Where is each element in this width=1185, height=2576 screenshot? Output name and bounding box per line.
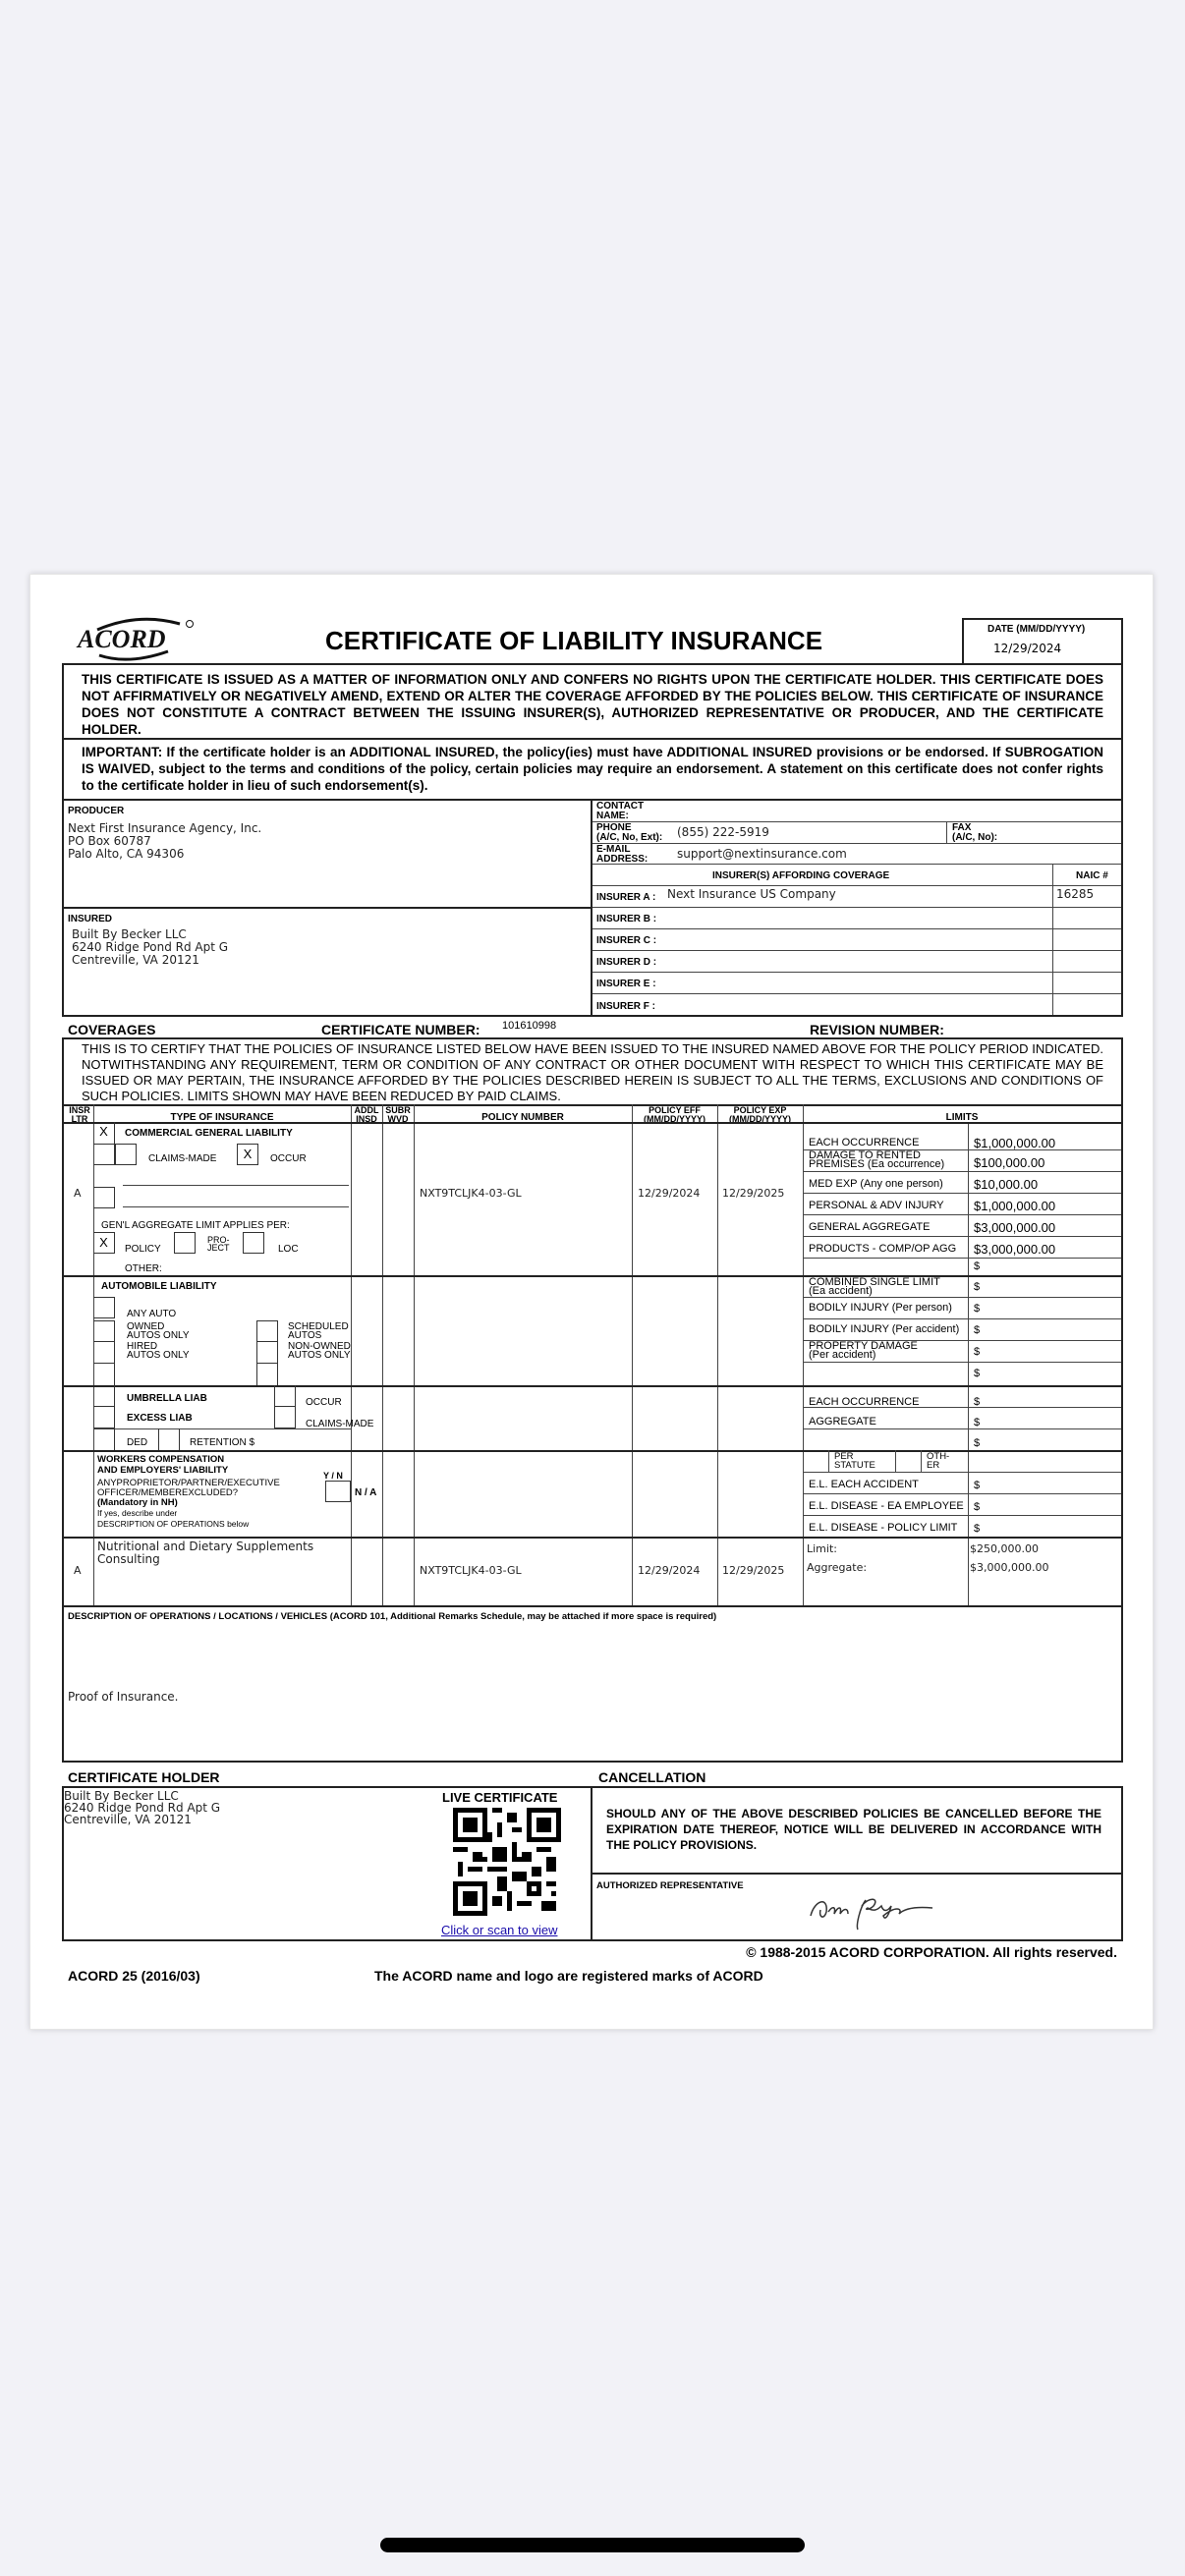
other-aggregate-value: $3,000,000.00 [970, 1561, 1049, 1574]
excess-label: EXCESS LIAB [127, 1413, 193, 1424]
description-label: DESCRIPTION OF OPERATIONS / LOCATIONS / VEHICLES (ACORD 101, Additional Remarks Schedule, may be attached if more space is required) [68, 1611, 717, 1622]
qr-code-icon [453, 1808, 561, 1916]
acord-logo-icon [70, 614, 198, 663]
gl-limit-damage-rented-value: $100,000.00 [974, 1155, 1045, 1170]
gl-limit-damage-rented-label [809, 1151, 944, 1169]
umbrella-limit-blank-value: $ [974, 1437, 981, 1449]
workers-q2: OFFICER/MEMBEREXCLUDED? [97, 1487, 239, 1498]
holder-cancellation-box [62, 1786, 1123, 1941]
owned-2: AUTOS ONLY [127, 1330, 190, 1341]
contact-name-label [596, 802, 644, 821]
date-value: 12/29/2024 [993, 642, 1062, 655]
gl-eff-date: 12/29/2024 [638, 1187, 701, 1200]
insured-name: Built By Becker LLC [72, 927, 187, 941]
important-notice: IMPORTANT: If the certificate holder is an ADDITIONAL INSURED, the policy(ies) must have ADDITIONAL INSURED provisions or be endorsed. If SUBROGATION IS WAIVED, subject to the terms and conditions of the policy, certain policies may require an endorsement. A statement on this certificate does not confer rights to the certificate holder in lieu of such endorsement(s). [82, 745, 1103, 793]
other-exp-date: 12/29/2025 [722, 1564, 785, 1577]
certificate-holder-label: CERTIFICATE HOLDER [68, 1769, 220, 1785]
insurer-e-label: INSURER E : [596, 979, 656, 989]
coverages-table [62, 1037, 1123, 1607]
other-1: OTH- [927, 1451, 950, 1462]
trademark: The ACORD name and logo are registered marks of ACORD [374, 1968, 763, 1984]
workers-limit-policy-limit-value: $ [974, 1523, 981, 1535]
coverages-label: COVERAGES [68, 1022, 156, 1037]
other-type-1: Nutritional and Dietary Supplements [97, 1540, 314, 1553]
workers-title [97, 1454, 228, 1476]
th-limits: LIMITS [945, 1112, 979, 1123]
umbrella-limit-each-occurrence-value: $ [974, 1396, 981, 1408]
insured-address1: 6240 Ridge Pond Rd Apt G [72, 940, 229, 954]
gl-limit-general-aggregate-value: $3,000,000.00 [974, 1220, 1056, 1235]
phone-label-1: PHONE [596, 822, 632, 833]
document-title: CERTIFICATE OF LIABILITY INSURANCE [325, 626, 823, 655]
phone-value: (855) 222-5919 [677, 825, 769, 839]
workers-yn-checkbox[interactable] [325, 1481, 351, 1502]
scheduled-autos-checkbox[interactable] [256, 1320, 278, 1342]
signature-icon [805, 1886, 942, 1932]
other-type [97, 1540, 313, 1566]
holder-address2: Centreville, VA 20121 [64, 1813, 192, 1826]
umbrella-checkbox[interactable] [93, 1385, 115, 1407]
scheduled-autos-label [288, 1322, 349, 1340]
date-box [962, 618, 1123, 663]
damage-rented-label-2: PREMISES (Ea occurrence) [809, 1158, 945, 1170]
gl-limit-blank-value: $ [974, 1260, 981, 1272]
gl-limit-med-exp-value: $10,000.00 [974, 1177, 1039, 1192]
phone-label [596, 823, 662, 843]
per-statute-2: STATUTE [834, 1460, 875, 1471]
workers-title-2: AND EMPLOYERS' LIABILITY [97, 1465, 229, 1476]
owned-autos-checkbox[interactable] [93, 1320, 115, 1342]
other-aggregate-label: Aggregate: [807, 1561, 868, 1574]
auto-blank-checkbox[interactable] [93, 1364, 115, 1385]
gl-exp-date: 12/29/2025 [722, 1187, 785, 1200]
non-owned-autos-checkbox[interactable] [256, 1342, 278, 1364]
umbrella-label: UMBRELLA LIAB [127, 1393, 207, 1404]
ded-label: DED [127, 1437, 148, 1448]
csl-1: COMBINED SINGLE LIMIT [809, 1276, 940, 1288]
umbrella-claims-made-label: CLAIMS-MADE [306, 1419, 374, 1429]
other-policy-number: NXT9TCLJK4-03-GL [420, 1564, 522, 1577]
th-subr-2: WVD [387, 1114, 409, 1124]
hired-1: HIRED [127, 1341, 158, 1352]
umbrella-claims-made-checkbox[interactable] [274, 1407, 296, 1428]
th-exp-2: (MM/DD/YYYY) [729, 1114, 791, 1124]
disclaimer-box [62, 663, 1123, 801]
date-label: DATE (MM/DD/YYYY) [988, 624, 1086, 635]
retention-checkbox[interactable] [158, 1428, 180, 1450]
cgl-title: COMMERCIAL GENERAL LIABILITY [125, 1128, 293, 1139]
auto-limit-csl-value: $ [974, 1281, 981, 1293]
certificate-number-label: CERTIFICATE NUMBER: [321, 1022, 480, 1037]
holder-address1: 6240 Ridge Pond Rd Apt G [64, 1801, 221, 1815]
th-insr-1: INSR [69, 1105, 90, 1115]
th-eff-1: POLICY EFF [649, 1105, 701, 1115]
gl-limit-med-exp-label: MED EXP (Any one person) [809, 1178, 943, 1190]
disclaimer-text: THIS CERTIFICATE IS ISSUED AS A MATTER OF INFORMATION ONLY AND CONFERS NO RIGHTS UPON THE CERTIFICATE HOLDER. THIS CERTIFICATE DOES NOT AFFIRMATIVELY OR NEGATIVELY AMEND, EXTEND OR ALTER THE COVERAGE AFFORDED BY THE POLICIES BELOW. THIS CERTIFICATE OF INSURANCE DOES NOT CONSTITUTE A CONTRACT BETWEEN THE ISSUING INSURER(S), AUTHORIZED REPRESENTATIVE OR PRODUCER, AND THE CERTIFICATE HOLDER. [82, 672, 1103, 737]
umbrella-limit-aggregate-label: AGGREGATE [809, 1416, 876, 1428]
fax-label [952, 823, 997, 843]
umbrella-occur-checkbox[interactable] [274, 1385, 296, 1407]
ded-checkbox[interactable] [93, 1428, 115, 1450]
cancellation-text: SHOULD ANY OF THE ABOVE DESCRIBED POLICIES BE CANCELLED BEFORE THE EXPIRATION DATE THEREOF, NOTICE WILL BE DELIVERED IN ACCORDANCE WITH THE POLICY PROVISIONS. [606, 1807, 1101, 1852]
gl-policy-number: NXT9TCLJK4-03-GL [420, 1187, 522, 1200]
insurer-c-label: INSURER C : [596, 935, 657, 946]
parties-section [62, 799, 1123, 1017]
insurer-b-label: INSURER B : [596, 914, 657, 924]
insurer-a-label: INSURER A : [596, 892, 656, 903]
nonowned-1: NON-OWNED [288, 1341, 351, 1352]
auto-limit-pd-value: $ [974, 1346, 981, 1358]
scheduled-1: SCHEDULED [288, 1321, 349, 1332]
retention-label: RETENTION $ [190, 1437, 255, 1448]
description-box [62, 1605, 1123, 1763]
coverages-statement: THIS IS TO CERTIFY THAT THE POLICIES OF INSURANCE LISTED BELOW HAVE BEEN ISSUED TO THE INSURED NAMED ABOVE FOR THE POLICY PERIOD INDICATED. NOTWITHSTANDING ANY REQUIREMENT, TERM OR CONDITION OF ANY CONTRACT OR OTHER DOCUMENT WITH RESPECT TO WHICH THIS CERTIFICATE MAY BE ISSUED OR MAY PERTAIN, THE INSURANCE AFFORDED BY THE POLICIES DESCRIBED HEREIN IS SUBJECT TO ALL THE TERMS, EXCLUSIONS AND CONDITIONS OF SUCH POLICIES. LIMITS SHOWN MAY HAVE BEEN REDUCED BY PAID CLAIMS. [82, 1041, 1103, 1103]
auto-limit-bi-person-value: $ [974, 1303, 981, 1315]
gl-insr-ltr: A [74, 1187, 82, 1200]
th-subr-1: SUBR [385, 1105, 411, 1115]
gl-blank-checkbox-1[interactable] [93, 1144, 115, 1165]
per-statute-label [834, 1452, 875, 1470]
holder-name: Built By Becker LLC [64, 1789, 179, 1803]
qr-code[interactable] [453, 1808, 561, 1916]
live-certificate-link[interactable]: Click or scan to view [441, 1923, 558, 1937]
gl-limit-each-occurrence-value: $1,000,000.00 [974, 1136, 1056, 1150]
workers-limit-each-accident-value: $ [974, 1480, 981, 1491]
naic-header: NAIC # [1076, 870, 1108, 881]
th-addl-1: ADDL [354, 1105, 379, 1115]
gl-limit-general-aggregate-label: GENERAL AGGREGATE [809, 1221, 931, 1233]
occur-label: OCCUR [270, 1153, 307, 1164]
workers-title-1: WORKERS COMPENSATION [97, 1454, 225, 1465]
project-label-1: PRO- [207, 1235, 230, 1245]
gl-limit-products-label: PRODUCTS - COMP/OP AGG [809, 1243, 957, 1255]
workers-q3: (Mandatory in NH) [97, 1497, 178, 1508]
umbrella-occur-label: OCCUR [306, 1397, 342, 1408]
producer-address2: Palo Alto, CA 94306 [68, 847, 185, 861]
acord-logo [70, 614, 198, 663]
form-id: ACORD 25 (2016/03) [68, 1968, 200, 1984]
insurer-f-label: INSURER F : [596, 1001, 655, 1012]
fax-label-2: (A/C, No): [952, 832, 998, 843]
other-insr-ltr: A [74, 1564, 82, 1577]
hired-2: AUTOS ONLY [127, 1350, 190, 1361]
th-insr-2: LTR [71, 1114, 88, 1124]
hired-autos-label [127, 1342, 190, 1360]
project-label-2: JECT [207, 1243, 230, 1253]
producer-label: PRODUCER [68, 806, 125, 816]
claims-made-checkbox[interactable] [115, 1144, 137, 1165]
email-value: support@nextinsurance.com [677, 847, 847, 861]
signature [805, 1886, 942, 1932]
damage-rented-label-1: DAMAGE TO RENTED [809, 1149, 921, 1161]
gl-limit-products-value: $3,000,000.00 [974, 1242, 1056, 1257]
any-auto-label: ANY AUTO [127, 1309, 177, 1319]
workers-q1: ANYPROPRIETOR/PARTNER/EXECUTIVE [97, 1478, 280, 1488]
workers-yn-label: Y / N [323, 1471, 343, 1481]
other-limit-value: $250,000.00 [970, 1542, 1039, 1555]
phone-label-2: (A/C, No, Ext): [596, 832, 663, 843]
gl-blank-checkbox-2[interactable] [93, 1187, 115, 1208]
copyright: © 1988-2015 ACORD CORPORATION. All rights reserved. [746, 1944, 1117, 1960]
gl-limit-each-occurrence-label: EACH OCCURRENCE [809, 1137, 920, 1148]
umbrella-limit-aggregate-value: $ [974, 1417, 981, 1428]
hired-autos-checkbox[interactable] [93, 1342, 115, 1364]
any-auto-checkbox[interactable] [93, 1297, 115, 1318]
cancellation-label: CANCELLATION [598, 1769, 706, 1785]
certificate-number: 101610998 [502, 1020, 557, 1032]
fax-label-1: FAX [952, 822, 972, 833]
pd-2: (Per accident) [809, 1349, 876, 1361]
revision-number-label: REVISION NUMBER: [810, 1022, 944, 1037]
policy-label: POLICY [125, 1244, 161, 1255]
th-eff-2: (MM/DD/YYYY) [644, 1114, 705, 1124]
contact-name-label-2: NAME: [596, 811, 629, 821]
th-addl-2: INSD [356, 1114, 377, 1124]
excess-checkbox[interactable] [93, 1407, 115, 1428]
owned-autos-label [127, 1322, 190, 1340]
auto-title: AUTOMOBILE LIABILITY [101, 1281, 217, 1292]
gen-agg-label: GEN'L AGGREGATE LIMIT APPLIES PER: [101, 1220, 290, 1231]
other-2: ER [927, 1460, 940, 1471]
claims-made-label: CLAIMS-MADE [148, 1153, 217, 1164]
other-type-2: Consulting [97, 1552, 160, 1566]
non-owned-autos-label [288, 1342, 351, 1360]
workers-limit-each-accident-label: E.L. EACH ACCIDENT [809, 1479, 919, 1490]
loc-checkbox[interactable] [243, 1232, 264, 1254]
authorized-rep-label: AUTHORIZED REPRESENTATIVE [596, 1880, 744, 1891]
owned-1: OWNED [127, 1321, 165, 1332]
svg-text:ACORD: ACORD [78, 625, 166, 653]
insurer-d-label: INSURER D : [596, 957, 657, 968]
th-policy-number: POLICY NUMBER [481, 1112, 564, 1123]
other-label: OTHER: [125, 1263, 162, 1274]
producer-name: Next First Insurance Agency, Inc. [68, 821, 262, 835]
auto-limit-blank-value: $ [974, 1368, 981, 1379]
insurers-header: INSURER(S) AFFORDING COVERAGE [712, 870, 890, 881]
csl-2: (Ea accident) [809, 1285, 873, 1297]
th-type: TYPE OF INSURANCE [170, 1112, 274, 1123]
workers-q5: DESCRIPTION OF OPERATIONS below [97, 1519, 250, 1529]
gl-limit-personal-adv-value: $1,000,000.00 [974, 1199, 1056, 1213]
auto-blank-checkbox-2[interactable] [256, 1364, 278, 1385]
producer-address1: PO Box 60787 [68, 834, 151, 848]
umbrella-limit-each-occurrence-label: EACH OCCURRENCE [809, 1396, 920, 1408]
th-exp-1: POLICY EXP [733, 1105, 787, 1115]
insurer-a-naic: 16285 [1056, 887, 1095, 901]
insured-address2: Centreville, VA 20121 [72, 953, 199, 967]
insured-label: INSURED [68, 914, 113, 924]
description-text: Proof of Insurance. [68, 1690, 179, 1704]
project-checkbox[interactable] [174, 1232, 196, 1254]
gl-limit-personal-adv-label: PERSONAL & ADV INJURY [809, 1200, 944, 1211]
other-limit-label: Limit: [807, 1542, 837, 1555]
loc-label: LOC [278, 1244, 299, 1255]
workers-limit-ea-employee-value: $ [974, 1501, 981, 1513]
per-statute-1: PER [834, 1451, 854, 1462]
project-label [207, 1236, 230, 1252]
workers-question [97, 1479, 280, 1530]
auto-limit-bi-person-label: BODILY INJURY (Per person) [809, 1302, 952, 1314]
occur-checkbox[interactable]: X [237, 1144, 258, 1165]
other-statute-label [927, 1452, 949, 1470]
email-label-2: ADDRESS: [596, 854, 649, 865]
insurer-a-name: Next Insurance US Company [667, 887, 836, 901]
auto-limit-bi-accident-value: $ [974, 1324, 981, 1336]
auto-limit-csl-label [809, 1278, 940, 1296]
home-indicator[interactable] [380, 2538, 805, 2552]
email-label-1: E-MAIL [596, 844, 631, 855]
email-label [596, 845, 648, 865]
workers-limit-ea-employee-label: E.L. DISEASE - EA EMPLOYEE [809, 1500, 964, 1512]
workers-na: N / A [355, 1487, 377, 1498]
other-eff-date: 12/29/2024 [638, 1564, 701, 1577]
policy-checkbox[interactable]: X [93, 1232, 115, 1254]
auto-limit-pd-label [809, 1342, 918, 1360]
cgl-checkbox[interactable]: X [93, 1122, 115, 1144]
contact-name-label-1: CONTACT [596, 801, 645, 812]
workers-q4: If yes, describe under [97, 1508, 178, 1518]
auto-limit-bi-accident-label: BODILY INJURY (Per accident) [809, 1323, 960, 1335]
workers-limit-policy-limit-label: E.L. DISEASE - POLICY LIMIT [809, 1522, 958, 1534]
certificate-document [29, 574, 1154, 2030]
scheduled-2: AUTOS [288, 1330, 322, 1341]
nonowned-2: AUTOS ONLY [288, 1350, 351, 1361]
live-certificate-label: LIVE CERTIFICATE [442, 1790, 558, 1805]
pd-1: PROPERTY DAMAGE [809, 1340, 918, 1352]
